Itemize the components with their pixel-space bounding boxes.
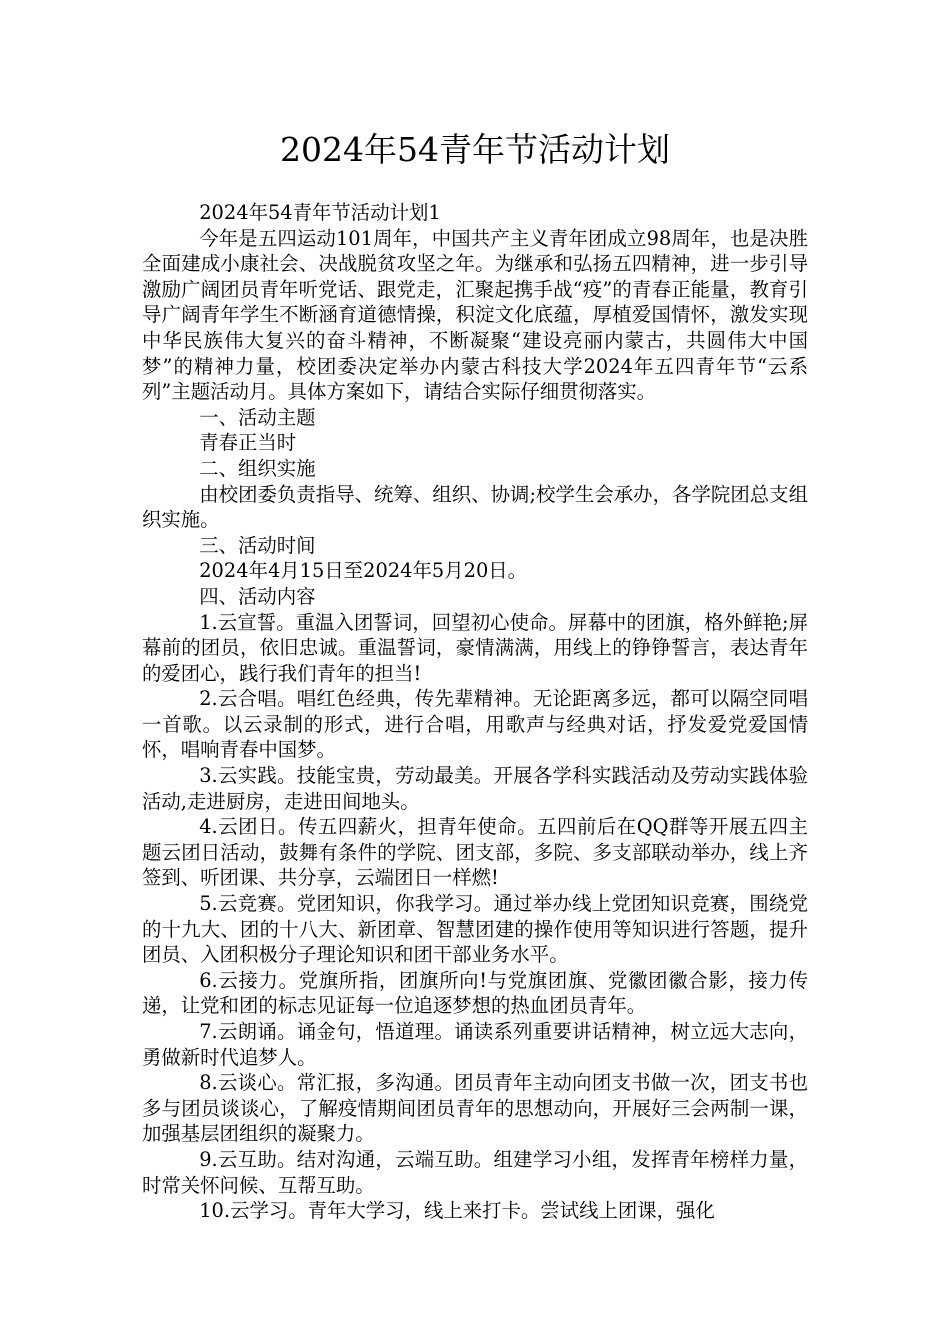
list-item: 2.云合唱。唱红色经典，传先辈精神。无论距离多远，都可以隔空同唱一首歌。以云录制的形式，进行合唱，用歌声与经典对话，抒发爱党爱国情怀，唱响青春中国梦。 [142,687,808,762]
paragraph: 青春正当时 [199,431,297,455]
list-item: 9.云互助。结对沟通，云端互助。组建学习小组，发挥青年榜样力量，时常关怀问候、互帮互助。 [142,1147,808,1197]
document-body [142,200,808,1224]
section-heading: 四、活动内容 [199,584,316,608]
section-heading: 一、活动主题 [199,405,316,429]
list-item: 5.云竞赛。党团知识，你我学习。通过举办线上党团知识竞赛，围绕党的十九大、团的十八大、新团章、智慧团建的操作使用等知识进行答题，提升团员、入团积极分子理论知识和团干部业务水平。 [142,892,808,967]
paragraph: 由校团委负责指导、统筹、组织、协调;校学生会承办，各学院团总支组织实施。 [142,482,808,532]
list-item: 6.云接力。党旗所指，团旗所向!与党旗团旗、党徽团徽合影，接力传递，让党和团的标志见证每一位追逐梦想的热血团员青年。 [142,968,808,1018]
list-item: 3.云实践。技能宝贵，劳动最美。开展各学科实践活动及劳动实践体验活动,走进厨房，走进田间地头。 [142,764,808,813]
list-item: 10.云学习。青年大学习，线上来打卡。尝试线上团课，强化 [199,1199,715,1223]
document-title: 2024年54青年节活动计划 [280,130,670,169]
section-heading: 二、组织实施 [199,456,316,480]
list-item: 7.云朗诵。诵金句，悟道理。诵读系列重要讲话精神，树立远大志向，勇做新时代追梦人。 [142,1020,808,1069]
intro-paragraph: 今年是五四运动101周年，中国共产主义青年团成立98周年，也是决胜全面建成小康社会、决战脱贫攻坚之年。为继承和弘扬五四精神，进一步引导激励广阔团员青年听党话、跟党走，汇聚起携手战“疫”的青春正能量，教育引导广阔青年学生不断涵育道德情操，积淀文化底蕴，厚植爱国情怀，激发实现中华民族伟大复兴的奋斗精神，不断凝聚“建设亮丽内蒙古，共圆伟大中国梦”的精神力量，校团委决定举办内蒙古科技大学2024年五四青年节“云系列”主题活动月。具体方案如下，请结合实际仔细贯彻落实。 [142,226,808,404]
list-item: 4.云团日。传五四薪火，担青年使命。五四前后在QQ群等开展五四主题云团日活动，鼓舞有条件的学院、团支部，多院、多支部联动举办，线上齐签到、听团课、共分享，云端团日一样燃! [142,815,808,890]
list-item: 8.云谈心。常汇报，多沟通。团员青年主动向团支书做一次，团支书也多与团员谈谈心，了解疫情期间团员青年的思想动向，开展好三会两制一课，加强基层团组织的凝聚力。 [142,1071,808,1146]
list-item: 1.云宣誓。重温入团誓词，回望初心使命。屏幕中的团旗，格外鲜艳;屏幕前的团员，依旧忠诚。重温誓词，豪情满满，用线上的铮铮誓言，表达青年的爱团心，践行我们青年的担当! [142,610,808,685]
paragraph: 2024年4月15日至2024年5月20日。 [199,559,528,583]
subtitle-paragraph: 2024年54青年节活动计划1 [199,201,441,224]
section-heading: 三、活动时间 [199,533,316,557]
